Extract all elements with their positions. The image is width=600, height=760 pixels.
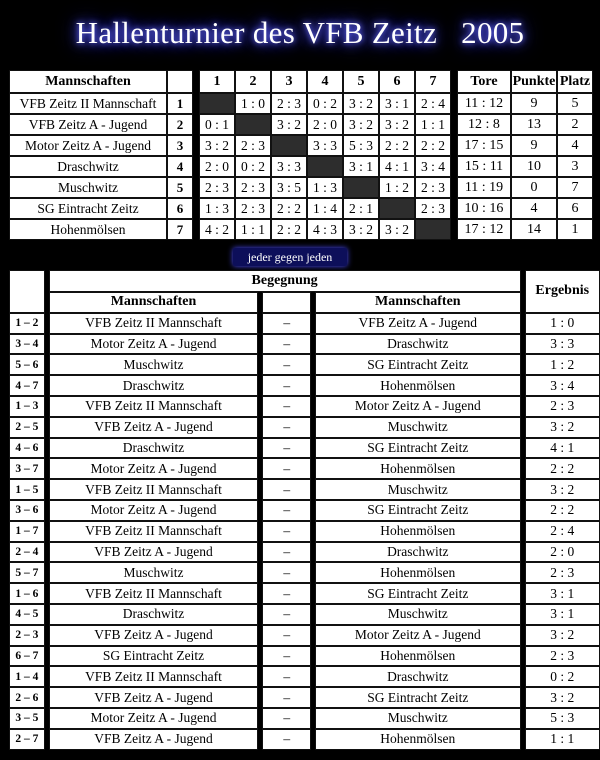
- diagonal-cell: [307, 156, 343, 177]
- team-name: Muschwitz: [9, 177, 167, 198]
- team-number: 3: [167, 135, 193, 156]
- team-name: Hohenmölsen: [9, 219, 167, 240]
- match-pairing: 3 – 4: [9, 334, 45, 355]
- index-header-blank: [167, 70, 193, 93]
- punkte-value: 9: [511, 135, 557, 156]
- team-number: 7: [167, 219, 193, 240]
- score-cell: 1 : 0: [235, 93, 271, 114]
- away-teams-header: Mannschaften: [315, 292, 521, 313]
- away-team: Draschwitz: [315, 542, 521, 563]
- away-team: Muschwitz: [315, 479, 521, 500]
- ergebnis-header: Ergebnis: [525, 270, 600, 313]
- platz-value: 1: [557, 219, 593, 240]
- platz-value: 3: [557, 156, 593, 177]
- score-cell: 1 : 1: [235, 219, 271, 240]
- match-row: [9, 479, 600, 500]
- versus-dash: –: [262, 729, 311, 750]
- match-row: [9, 666, 600, 687]
- home-team: Motor Zeitz A - Jugend: [49, 500, 259, 521]
- tore-value: 10 : 16: [457, 198, 511, 219]
- score-cell: 2 : 3: [235, 135, 271, 156]
- home-team: VFB Zeitz II Mannschaft: [49, 396, 259, 417]
- platz-value: 7: [557, 177, 593, 198]
- match-row: [9, 542, 600, 563]
- match-result: 3 : 1: [525, 604, 600, 625]
- score-cell: 2 : 3: [415, 198, 451, 219]
- score-cell: 5 : 3: [343, 135, 379, 156]
- column-header: 2: [235, 70, 271, 93]
- match-result: 3 : 2: [525, 417, 600, 438]
- team-name: Draschwitz: [9, 156, 167, 177]
- tore-value: 12 : 8: [457, 114, 511, 135]
- column-header: 4: [307, 70, 343, 93]
- versus-dash: –: [262, 396, 311, 417]
- versus-dash: –: [262, 479, 311, 500]
- score-cell: 2 : 3: [415, 177, 451, 198]
- match-pairing: 4 – 5: [9, 604, 45, 625]
- begegnung-header: Begegnung: [49, 270, 521, 292]
- home-team: Draschwitz: [49, 604, 259, 625]
- away-team: Draschwitz: [315, 666, 521, 687]
- tore-value: 17 : 15: [457, 135, 511, 156]
- match-pairing: 1 – 5: [9, 479, 45, 500]
- match-pairing: 5 – 6: [9, 354, 45, 375]
- versus-dash: –: [262, 458, 311, 479]
- team-number: 2: [167, 114, 193, 135]
- score-cell: 3 : 2: [343, 93, 379, 114]
- home-team: Motor Zeitz A - Jugend: [49, 708, 259, 729]
- begegnung-header-row: [9, 270, 600, 292]
- match-result: 5 : 3: [525, 708, 600, 729]
- away-team: Motor Zeitz A - Jugend: [315, 625, 521, 646]
- home-team: VFB Zeitz A - Jugend: [49, 687, 259, 708]
- match-pairing: 2 – 7: [9, 729, 45, 750]
- away-team: Hohenmölsen: [315, 458, 521, 479]
- away-team: Muschwitz: [315, 417, 521, 438]
- match-row: [9, 396, 600, 417]
- away-team: Motor Zeitz A - Jugend: [315, 396, 521, 417]
- away-team: Hohenmölsen: [315, 646, 521, 667]
- versus-dash: –: [262, 583, 311, 604]
- score-cell: 2 : 0: [199, 156, 235, 177]
- match-result: 2 : 3: [525, 396, 600, 417]
- away-team: SG Eintracht Zeitz: [315, 687, 521, 708]
- diagonal-cell: [199, 93, 235, 114]
- page-title: Hallenturnier des VFB Zeitz 2005: [75, 15, 525, 50]
- home-team: Muschwitz: [49, 354, 259, 375]
- column-header: 5: [343, 70, 379, 93]
- crosstable: [9, 70, 593, 240]
- diagonal-cell: [271, 135, 307, 156]
- diagonal-cell: [415, 219, 451, 240]
- punkte-value: 0: [511, 177, 557, 198]
- match-result: 1 : 0: [525, 313, 600, 334]
- score-cell: 1 : 1: [415, 114, 451, 135]
- match-pairing: 1 – 7: [9, 521, 45, 542]
- match-row: [9, 562, 600, 583]
- score-cell: 2 : 4: [415, 93, 451, 114]
- home-team: VFB Zeitz II Mannschaft: [49, 521, 259, 542]
- versus-dash: –: [262, 438, 311, 459]
- match-row: [9, 646, 600, 667]
- match-result: 3 : 2: [525, 687, 600, 708]
- score-cell: 1 : 2: [379, 177, 415, 198]
- crosstable-row: [9, 93, 593, 114]
- score-cell: 3 : 3: [307, 135, 343, 156]
- match-pairing: 1 – 3: [9, 396, 45, 417]
- match-result: 1 : 2: [525, 354, 600, 375]
- away-team: SG Eintracht Zeitz: [315, 354, 521, 375]
- match-result: 4 : 1: [525, 438, 600, 459]
- home-teams-header: Mannschaften: [49, 292, 259, 313]
- score-cell: 1 : 3: [307, 177, 343, 198]
- match-result: 2 : 2: [525, 458, 600, 479]
- versus-dash: –: [262, 666, 311, 687]
- team-name: VFB Zeitz A - Jugend: [9, 114, 167, 135]
- match-result: 3 : 2: [525, 625, 600, 646]
- column-header: 3: [271, 70, 307, 93]
- score-cell: 4 : 3: [307, 219, 343, 240]
- versus-dash: –: [262, 417, 311, 438]
- home-team: VFB Zeitz A - Jugend: [49, 542, 259, 563]
- match-row: [9, 708, 600, 729]
- round-robin-label: jeder gegen jeden: [233, 248, 347, 266]
- crosstable-row: [9, 114, 593, 135]
- team-number: 1: [167, 93, 193, 114]
- column-header: 6: [379, 70, 415, 93]
- home-team: Draschwitz: [49, 438, 259, 459]
- score-cell: 1 : 4: [307, 198, 343, 219]
- versus-dash: –: [262, 375, 311, 396]
- mannschaften-header-row: [9, 292, 600, 313]
- match-row: [9, 500, 600, 521]
- tore-value: 11 : 19: [457, 177, 511, 198]
- score-cell: 2 : 2: [271, 219, 307, 240]
- match-pairing: 4 – 7: [9, 375, 45, 396]
- home-team: Muschwitz: [49, 562, 259, 583]
- home-team: Draschwitz: [49, 375, 259, 396]
- score-cell: 2 : 2: [271, 198, 307, 219]
- score-cell: 0 : 1: [199, 114, 235, 135]
- tore-value: 17 : 12: [457, 219, 511, 240]
- versus-dash: –: [262, 708, 311, 729]
- match-pairing: 2 – 4: [9, 542, 45, 563]
- match-pairing: 3 – 5: [9, 708, 45, 729]
- punkte-value: 9: [511, 93, 557, 114]
- versus-dash: –: [262, 542, 311, 563]
- crosstable-row: [9, 156, 593, 177]
- home-team: VFB Zeitz II Mannschaft: [49, 479, 259, 500]
- teams-header: Mannschaften: [9, 70, 167, 93]
- tore-value: 11 : 12: [457, 93, 511, 114]
- home-team: VFB Zeitz A - Jugend: [49, 729, 259, 750]
- score-cell: 3 : 2: [343, 114, 379, 135]
- match-row: [9, 521, 600, 542]
- crosstable-row: [9, 135, 593, 156]
- home-team: VFB Zeitz II Mannschaft: [49, 583, 259, 604]
- team-number: 4: [167, 156, 193, 177]
- score-cell: 2 : 2: [415, 135, 451, 156]
- home-team: VFB Zeitz A - Jugend: [49, 417, 259, 438]
- away-team: SG Eintracht Zeitz: [315, 438, 521, 459]
- score-cell: 3 : 1: [343, 156, 379, 177]
- match-result: 3 : 1: [525, 583, 600, 604]
- match-pairing: 3 – 6: [9, 500, 45, 521]
- match-pairing: 2 – 6: [9, 687, 45, 708]
- score-cell: 2 : 3: [271, 93, 307, 114]
- punkte-header: Punkte: [511, 70, 557, 93]
- match-pairing: 2 – 5: [9, 417, 45, 438]
- score-cell: 0 : 2: [235, 156, 271, 177]
- match-row: [9, 417, 600, 438]
- team-name: SG Eintracht Zeitz: [9, 198, 167, 219]
- home-team: Motor Zeitz A - Jugend: [49, 458, 259, 479]
- crosstable-row: [9, 177, 593, 198]
- match-pairing: 6 – 7: [9, 646, 45, 667]
- versus-dash: –: [262, 625, 311, 646]
- match-row: [9, 375, 600, 396]
- home-team: VFB Zeitz II Mannschaft: [49, 313, 259, 334]
- score-cell: 2 : 0: [307, 114, 343, 135]
- diagonal-cell: [343, 177, 379, 198]
- match-row: [9, 583, 600, 604]
- score-cell: 2 : 3: [235, 177, 271, 198]
- match-row: [9, 334, 600, 355]
- match-result: 3 : 4: [525, 375, 600, 396]
- diagonal-cell: [379, 198, 415, 219]
- match-result: 2 : 3: [525, 562, 600, 583]
- versus-dash: –: [262, 646, 311, 667]
- away-team: Hohenmölsen: [315, 729, 521, 750]
- score-cell: 2 : 1: [343, 198, 379, 219]
- home-team: VFB Zeitz II Mannschaft: [49, 666, 259, 687]
- tore-value: 15 : 11: [457, 156, 511, 177]
- platz-value: 6: [557, 198, 593, 219]
- away-team: VFB Zeitz A - Jugend: [315, 313, 521, 334]
- team-name: VFB Zeitz II Mannschaft: [9, 93, 167, 114]
- home-team: SG Eintracht Zeitz: [49, 646, 259, 667]
- versus-dash: –: [262, 604, 311, 625]
- platz-header: Platz: [557, 70, 593, 93]
- match-row: [9, 625, 600, 646]
- score-cell: 4 : 2: [199, 219, 235, 240]
- score-cell: 3 : 2: [271, 114, 307, 135]
- versus-dash: –: [262, 687, 311, 708]
- versus-dash: –: [262, 334, 311, 355]
- match-result: 2 : 0: [525, 542, 600, 563]
- score-cell: 3 : 3: [271, 156, 307, 177]
- match-pairing: 4 – 6: [9, 438, 45, 459]
- dash-header-blank: [262, 292, 311, 313]
- match-result: 2 : 3: [525, 646, 600, 667]
- platz-value: 5: [557, 93, 593, 114]
- match-row: [9, 438, 600, 459]
- match-pairing: 1 – 6: [9, 583, 45, 604]
- match-table: [9, 270, 600, 750]
- away-team: SG Eintracht Zeitz: [315, 500, 521, 521]
- match-result: 2 : 4: [525, 521, 600, 542]
- team-number: 6: [167, 198, 193, 219]
- away-team: Hohenmölsen: [315, 562, 521, 583]
- away-team: Muschwitz: [315, 708, 521, 729]
- score-cell: 3 : 2: [379, 219, 415, 240]
- title-bar: [0, 0, 600, 66]
- match-pairing: 1 – 4: [9, 666, 45, 687]
- score-cell: 3 : 4: [415, 156, 451, 177]
- team-name: Motor Zeitz A - Jugend: [9, 135, 167, 156]
- match-pairing: 5 – 7: [9, 562, 45, 583]
- diagonal-cell: [235, 114, 271, 135]
- match-row: [9, 729, 600, 750]
- team-number: 5: [167, 177, 193, 198]
- match-row: [9, 313, 600, 334]
- match-row: [9, 354, 600, 375]
- score-cell: 3 : 5: [271, 177, 307, 198]
- score-cell: 0 : 2: [307, 93, 343, 114]
- match-row: [9, 458, 600, 479]
- punkte-value: 4: [511, 198, 557, 219]
- punkte-value: 10: [511, 156, 557, 177]
- match-pairing: 1 – 2: [9, 313, 45, 334]
- header-blank: [9, 270, 45, 313]
- score-cell: 3 : 2: [379, 114, 415, 135]
- away-team: Draschwitz: [315, 334, 521, 355]
- away-team: SG Eintracht Zeitz: [315, 583, 521, 604]
- platz-value: 2: [557, 114, 593, 135]
- platz-value: 4: [557, 135, 593, 156]
- match-result: 2 : 2: [525, 500, 600, 521]
- home-team: VFB Zeitz A - Jugend: [49, 625, 259, 646]
- away-team: Muschwitz: [315, 604, 521, 625]
- crosstable-row: [9, 198, 593, 219]
- punkte-value: 13: [511, 114, 557, 135]
- score-cell: 3 : 2: [343, 219, 379, 240]
- punkte-value: 14: [511, 219, 557, 240]
- score-cell: 4 : 1: [379, 156, 415, 177]
- match-result: 3 : 2: [525, 479, 600, 500]
- match-result: 3 : 3: [525, 334, 600, 355]
- home-team: Motor Zeitz A - Jugend: [49, 334, 259, 355]
- match-result: 1 : 1: [525, 729, 600, 750]
- versus-dash: –: [262, 521, 311, 542]
- crosstable-row: [9, 219, 593, 240]
- match-row: [9, 604, 600, 625]
- score-cell: 3 : 1: [379, 93, 415, 114]
- score-cell: 2 : 3: [199, 177, 235, 198]
- score-cell: 2 : 2: [379, 135, 415, 156]
- score-cell: 3 : 2: [199, 135, 235, 156]
- match-row: [9, 687, 600, 708]
- score-cell: 2 : 3: [235, 198, 271, 219]
- match-pairing: 2 – 3: [9, 625, 45, 646]
- match-pairing: 3 – 7: [9, 458, 45, 479]
- versus-dash: –: [262, 562, 311, 583]
- tore-header: Tore: [457, 70, 511, 93]
- score-cell: 1 : 3: [199, 198, 235, 219]
- versus-dash: –: [262, 354, 311, 375]
- versus-dash: –: [262, 500, 311, 521]
- match-result: 0 : 2: [525, 666, 600, 687]
- column-header: 7: [415, 70, 451, 93]
- column-header: 1: [199, 70, 235, 93]
- away-team: Hohenmölsen: [315, 521, 521, 542]
- crosstable-header-row: [9, 70, 593, 93]
- away-team: Hohenmölsen: [315, 375, 521, 396]
- versus-dash: –: [262, 313, 311, 334]
